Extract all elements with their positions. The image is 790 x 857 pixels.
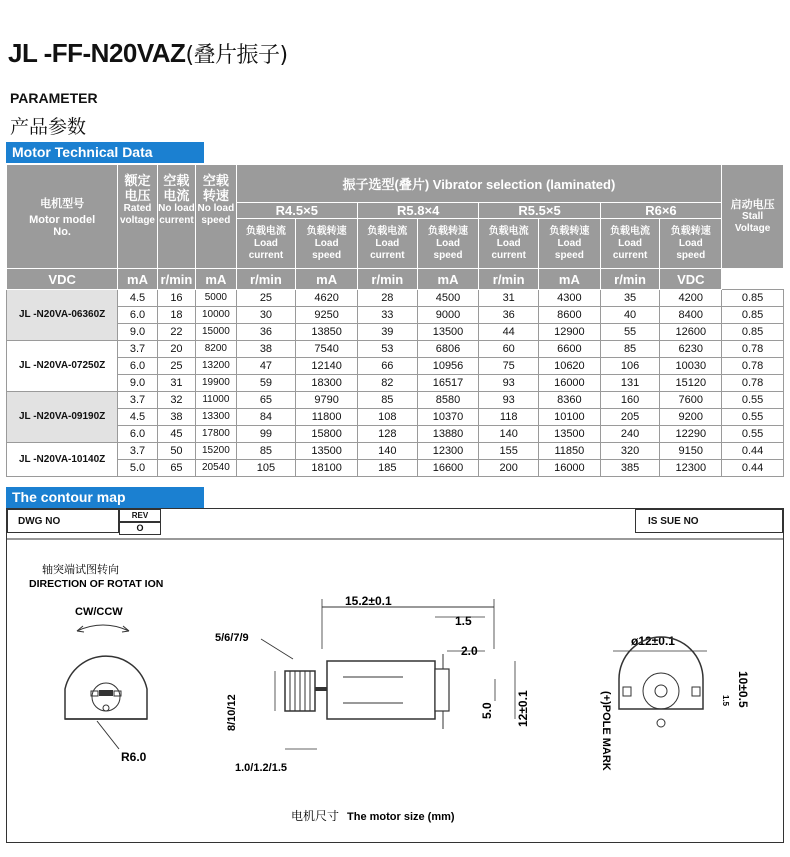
table-cell: 31	[479, 290, 539, 307]
table-cell: 13850	[296, 324, 358, 341]
table-cell: 8360	[539, 392, 601, 409]
rev-value: O	[119, 521, 161, 535]
table-cell: 12140	[296, 358, 358, 375]
table-cell: 10956	[417, 358, 479, 375]
load-speed-header: 负载转速 Load speed	[539, 219, 601, 269]
table-cell: 16000	[539, 375, 601, 392]
table-cell: 40	[600, 307, 660, 324]
table-cell: 85	[600, 341, 660, 358]
model-cell: JL -N20VA-09190Z	[7, 392, 118, 443]
unit-cell: VDC	[7, 269, 118, 290]
table-cell: 38	[157, 409, 195, 426]
dim-81012-label: 8/10/12	[226, 694, 238, 731]
table-cell: 9790	[296, 392, 358, 409]
table-row	[7, 460, 784, 477]
table-row	[7, 375, 784, 392]
table-cell: 15120	[660, 375, 722, 392]
radius-leader	[97, 721, 119, 749]
table-cell: 12300	[417, 443, 479, 460]
model-column-header: 电机型号 Motor model No.	[7, 165, 118, 269]
unit-cell: r/min	[479, 269, 539, 290]
dim-2-0-label: 2.0	[461, 644, 478, 658]
table-cell: 10620	[539, 358, 601, 375]
load-current-header: 负载电流 Load current	[357, 219, 417, 269]
table-cell: 10030	[660, 358, 722, 375]
rotation-arrow-icon	[77, 625, 129, 631]
table-cell: 10370	[417, 409, 479, 426]
table-cell: 53	[357, 341, 417, 358]
pole-mark-label: (+)POLE MARK	[600, 691, 612, 771]
size-header: R6×6	[600, 203, 721, 219]
table-cell: 93	[479, 392, 539, 409]
table-cell: 6230	[660, 341, 722, 358]
table-cell: 4620	[296, 290, 358, 307]
table-cell: 16517	[417, 375, 479, 392]
table-cell: 5.0	[118, 460, 157, 477]
table-cell: 66	[357, 358, 417, 375]
dim-5679-label: 5/6/7/9	[215, 632, 249, 644]
table-row	[7, 341, 784, 358]
table-cell: 38	[236, 341, 296, 358]
table-cell: 11000	[196, 392, 236, 409]
table-cell: 140	[479, 426, 539, 443]
dim-5-0-label: 5.0	[480, 702, 494, 719]
table-cell: 12290	[660, 426, 722, 443]
parameter-heading: PARAMETER	[10, 90, 98, 106]
table-cell: 15800	[296, 426, 358, 443]
table-cell: 44	[479, 324, 539, 341]
unit-cell: r/min	[157, 269, 195, 290]
table-cell: 11850	[539, 443, 601, 460]
table-cell: 200	[479, 460, 539, 477]
stall-voltage-header: 启动电压 Stall Voltage	[722, 165, 784, 269]
table-cell: 9.0	[118, 324, 157, 341]
motor-technical-table	[6, 164, 784, 477]
table-cell: 5000	[196, 290, 236, 307]
table-cell: 0.55	[722, 392, 784, 409]
table-cell: 13300	[196, 409, 236, 426]
table-cell: 32	[157, 392, 195, 409]
hole-mark	[103, 705, 109, 711]
table-cell: 16	[157, 290, 195, 307]
table-cell: 7600	[660, 392, 722, 409]
table-cell: 85	[357, 392, 417, 409]
table-cell: 3.7	[118, 392, 157, 409]
table-cell: 105	[236, 460, 296, 477]
load-speed-header: 负载转速 Load speed	[660, 219, 722, 269]
table-cell: 6.0	[118, 426, 157, 443]
table-cell: 0.55	[722, 426, 784, 443]
table-cell: 13500	[417, 324, 479, 341]
size-header: R4.5×5	[236, 203, 357, 219]
table-cell: 160	[600, 392, 660, 409]
table-cell: 7540	[296, 341, 358, 358]
table-cell: 9150	[660, 443, 722, 460]
table-cell: 15000	[196, 324, 236, 341]
table-cell: 6806	[417, 341, 479, 358]
motor-size-drawing	[7, 509, 783, 842]
dim-12-label: 12±0.1	[516, 690, 530, 727]
unit-cell: r/min	[357, 269, 417, 290]
shaft-end	[99, 690, 113, 696]
section-banner-technical-data: Motor Technical Data	[6, 142, 204, 163]
contour-drawing	[6, 508, 784, 843]
table-cell: 6600	[539, 341, 601, 358]
unit-cell: r/min	[236, 269, 296, 290]
dim-thickness-label: 1.0/1.2/1.5	[235, 762, 287, 774]
table-cell: 19900	[196, 375, 236, 392]
size-header: R5.5×5	[479, 203, 600, 219]
no-load-current-header: 空载 电流 No load current	[157, 165, 195, 269]
table-cell: 4200	[660, 290, 722, 307]
model-cell: JL -N20VA-06360Z	[7, 290, 118, 341]
table-cell: 47	[236, 358, 296, 375]
cw-ccw-label: CW/CCW	[75, 606, 123, 618]
table-row	[7, 324, 784, 341]
load-speed-header: 负载转速 Load speed	[296, 219, 358, 269]
table-cell: 8400	[660, 307, 722, 324]
pole-mark-hole	[657, 719, 665, 727]
table-cell: 4.5	[118, 409, 157, 426]
diameter-label: ø12±0.1	[631, 634, 675, 648]
page-title: JL -FF-N20VAZ(叠片振子)	[8, 38, 288, 68]
issue-no-label: IS SUE NO	[635, 509, 783, 533]
table-cell: 131	[600, 375, 660, 392]
table-cell: 85	[236, 443, 296, 460]
load-speed-header: 负载转速 Load speed	[417, 219, 479, 269]
load-current-header: 负载电流 Load current	[479, 219, 539, 269]
table-cell: 128	[357, 426, 417, 443]
motor-shaft	[315, 687, 327, 691]
table-cell: 8600	[539, 307, 601, 324]
table-cell: 4300	[539, 290, 601, 307]
table-row	[7, 409, 784, 426]
table-cell: 0.85	[722, 324, 784, 341]
table-cell: 59	[236, 375, 296, 392]
table-cell: 4.5	[118, 290, 157, 307]
parameter-heading-cn: 产品参数	[10, 116, 87, 138]
table-cell: 0.78	[722, 341, 784, 358]
dim-small-1-5-label: 1.5	[721, 695, 730, 707]
unit-cell: mA	[417, 269, 479, 290]
table-cell: 6.0	[118, 358, 157, 375]
table-cell: 8580	[417, 392, 479, 409]
table-cell: 10100	[539, 409, 601, 426]
table-cell: 9.0	[118, 375, 157, 392]
table-cell: 185	[357, 460, 417, 477]
table-cell: 18100	[296, 460, 358, 477]
rotation-label-cn: 轴突端试图转向	[42, 563, 119, 576]
table-cell: 18300	[296, 375, 358, 392]
table-cell: 10000	[196, 307, 236, 324]
table-cell: 11800	[296, 409, 358, 426]
table-cell: 12600	[660, 324, 722, 341]
load-current-header: 负载电流 Load current	[236, 219, 296, 269]
table-cell: 36	[479, 307, 539, 324]
unit-cell: mA	[539, 269, 601, 290]
table-cell: 3.7	[118, 341, 157, 358]
size-header: R5.8×4	[357, 203, 478, 219]
table-cell: 55	[600, 324, 660, 341]
model-cell: JL -N20VA-07250Z	[7, 341, 118, 392]
length-dim-label: 15.2±0.1	[345, 594, 392, 608]
dim-1-5-label: 1.5	[455, 614, 472, 628]
table-cell: 140	[357, 443, 417, 460]
section-banner-contour-map: The contour map	[6, 487, 204, 508]
radius-label: R6.0	[121, 750, 147, 764]
table-cell: 22	[157, 324, 195, 341]
table-cell: 99	[236, 426, 296, 443]
table-row	[7, 443, 784, 460]
table-cell: 65	[157, 460, 195, 477]
dim-10-label: 10±0.5	[736, 671, 750, 708]
dwg-no-label: DWG NO	[7, 509, 119, 533]
table-cell: 28	[357, 290, 417, 307]
vibrator-selection-header: 振子选型(叠片) Vibrator selection (laminated)	[236, 165, 722, 203]
table-cell: 50	[157, 443, 195, 460]
table-cell: 9000	[417, 307, 479, 324]
table-cell: 15200	[196, 443, 236, 460]
bearing-circle	[655, 685, 667, 697]
table-cell: 240	[600, 426, 660, 443]
table-cell: 12300	[660, 460, 722, 477]
unit-cell: VDC	[660, 269, 722, 290]
table-cell: 12900	[539, 324, 601, 341]
table-cell: 205	[600, 409, 660, 426]
table-cell: 84	[236, 409, 296, 426]
table-cell: 25	[236, 290, 296, 307]
table-cell: 0.44	[722, 443, 784, 460]
table-cell: 0.85	[722, 307, 784, 324]
no-load-speed-header: 空载 转速 No load speed	[196, 165, 236, 269]
table-cell: 0.55	[722, 409, 784, 426]
pole-terminal-left	[623, 687, 631, 696]
caption-en: The motor size (mm)	[347, 811, 455, 823]
table-cell: 9200	[660, 409, 722, 426]
table-cell: 13500	[296, 443, 358, 460]
caption-cn: 电机尺寸	[291, 809, 340, 823]
table-cell: 9250	[296, 307, 358, 324]
table-cell: 0.78	[722, 375, 784, 392]
end-boss	[643, 673, 679, 709]
table-cell: 39	[357, 324, 417, 341]
pole-terminal-right	[692, 687, 700, 696]
table-cell: 106	[600, 358, 660, 375]
rev-label: REV	[119, 509, 161, 523]
table-cell: 17800	[196, 426, 236, 443]
table-cell: 45	[157, 426, 195, 443]
end-cap	[435, 669, 449, 711]
table-cell: 75	[479, 358, 539, 375]
units-row	[7, 269, 784, 290]
table-cell: 13200	[196, 358, 236, 375]
unit-cell: mA	[196, 269, 236, 290]
table-cell: 65	[236, 392, 296, 409]
shaft-boss	[92, 683, 120, 711]
arrow-head-icon	[77, 626, 129, 632]
table-cell: 6.0	[118, 307, 157, 324]
table-row	[7, 307, 784, 324]
table-row	[7, 426, 784, 443]
table-row	[7, 392, 784, 409]
unit-cell: mA	[118, 269, 157, 290]
table-cell: 118	[479, 409, 539, 426]
table-cell: 35	[600, 290, 660, 307]
unit-cell: mA	[296, 269, 358, 290]
model-cell: JL -N20VA-10140Z	[7, 443, 118, 477]
table-cell: 108	[357, 409, 417, 426]
table-cell: 0.85	[722, 290, 784, 307]
table-cell: 16000	[539, 460, 601, 477]
table-cell: 20	[157, 341, 195, 358]
unit-cell: r/min	[600, 269, 660, 290]
table-cell: 4500	[417, 290, 479, 307]
table-cell: 93	[479, 375, 539, 392]
table-cell: 155	[479, 443, 539, 460]
load-current-header: 负载电流 Load current	[600, 219, 660, 269]
table-cell: 33	[357, 307, 417, 324]
rated-voltage-header: 额定 电压 Rated voltage	[118, 165, 157, 269]
table-cell: 13500	[539, 426, 601, 443]
table-cell: 36	[236, 324, 296, 341]
table-cell: 31	[157, 375, 195, 392]
table-cell: 18	[157, 307, 195, 324]
table-row	[7, 290, 784, 307]
motor-body	[327, 661, 435, 719]
table-cell: 0.44	[722, 460, 784, 477]
table-cell: 3.7	[118, 443, 157, 460]
table-cell: 30	[236, 307, 296, 324]
table-cell: 13880	[417, 426, 479, 443]
table-cell: 20540	[196, 460, 236, 477]
end-view-left-outline	[65, 656, 147, 719]
table-cell: 385	[600, 460, 660, 477]
table-cell: 82	[357, 375, 417, 392]
table-cell: 320	[600, 443, 660, 460]
table-cell: 8200	[196, 341, 236, 358]
table-cell: 16600	[417, 460, 479, 477]
table-row	[7, 358, 784, 375]
rotation-label-en: DIRECTION OF ROTAT ION	[29, 578, 164, 590]
table-cell: 60	[479, 341, 539, 358]
table-cell: 25	[157, 358, 195, 375]
table-cell: 0.78	[722, 358, 784, 375]
